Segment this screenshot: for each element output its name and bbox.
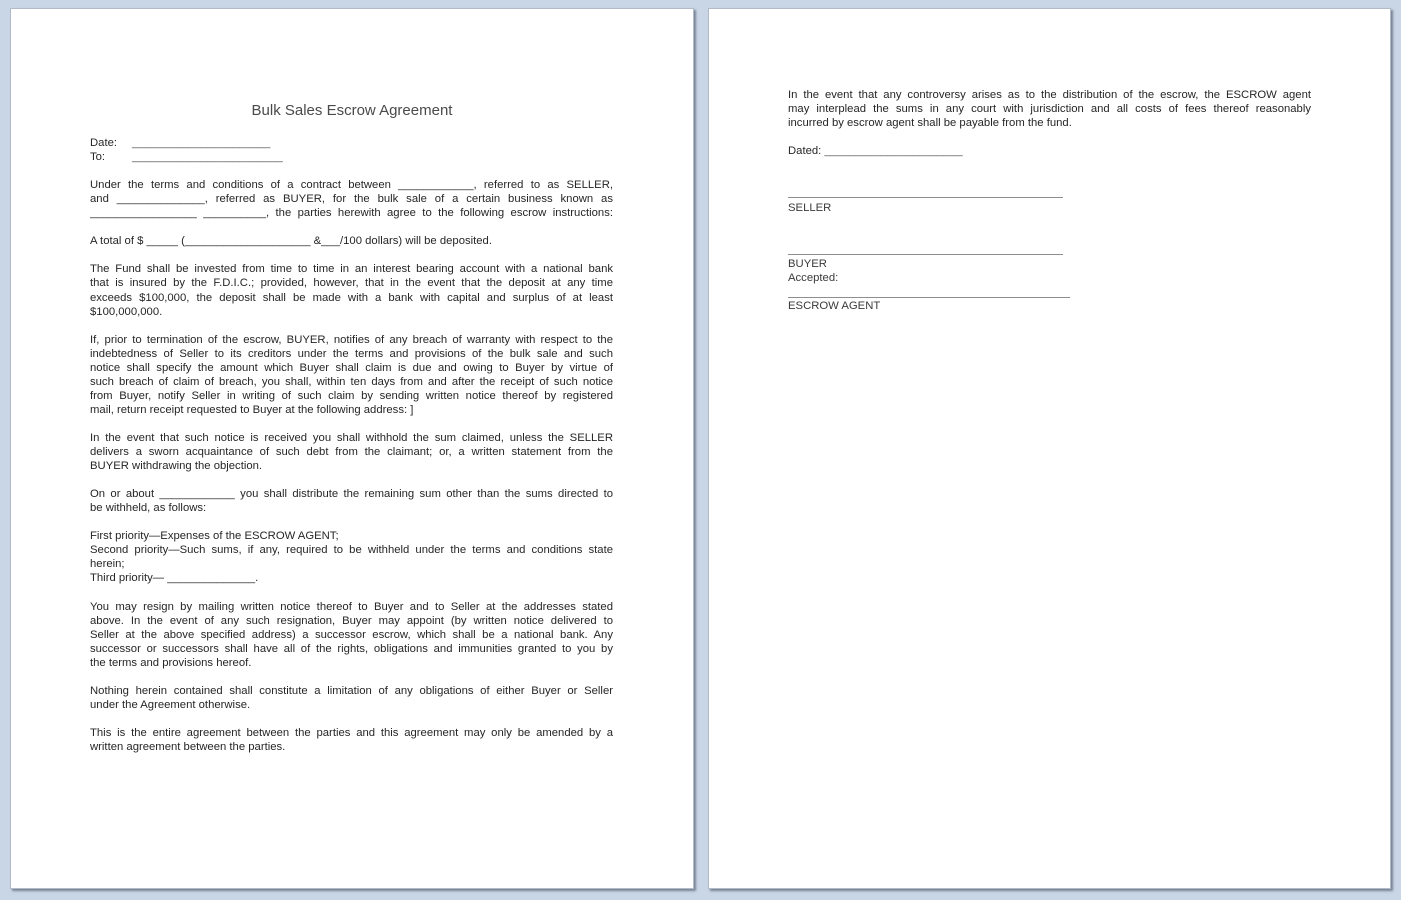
priority-list xyxy=(90,529,613,585)
to-blank: ________________________ xyxy=(132,151,283,164)
to-label: To: xyxy=(90,151,106,164)
header-fields xyxy=(90,136,613,164)
limitation-paragraph xyxy=(90,684,613,712)
text-line: Second priority—Such sums, if any, required to be withheld under the terms and conditions state xyxy=(90,544,613,557)
controversy-paragraph xyxy=(788,88,1311,130)
entire-agreement-paragraph xyxy=(90,726,613,754)
seller-signature-line xyxy=(788,197,1063,198)
text-line: In the event that such notice is received you shall withhold the sum claimed, unless the SELLER xyxy=(90,431,613,444)
page-body xyxy=(90,136,613,768)
escrow-agent-signature-line xyxy=(788,297,1070,298)
text-line: from Buyer, notify Seller in writing of such claim by sending written notice thereof by registered xyxy=(90,389,613,402)
text-line: successor or successors shall have all of the rights, obligations and immunities granted to you by xyxy=(90,642,613,655)
buyer-signature-label: BUYER xyxy=(788,258,827,270)
text-line: the terms and provisions hereof. xyxy=(90,656,252,669)
accepted-label: Accepted: xyxy=(788,272,839,284)
to-field xyxy=(90,150,613,164)
breach-notice-paragraph xyxy=(90,333,613,417)
dated-label: Dated: xyxy=(788,145,822,158)
buyer-signature-line xyxy=(788,254,1063,255)
text-line: Under the terms and conditions of a contract between ____________, referred to as SELLER, xyxy=(90,179,613,192)
text-line: If, prior to termination of the escrow, BUYER, notifies of any breach of warranty with respect to the xyxy=(90,333,613,346)
text-line: mail, return receipt requested to Buyer at the following address: ] xyxy=(90,403,414,416)
text-line: that is insured by the F.D.I.C.; provided, however, that in the event that the deposit at any time xyxy=(90,277,613,290)
text-line: delivers a sworn acquaintance of such debt from the claimant; or, a written statement from the xyxy=(90,446,613,459)
text-line: _________________ __________, the parties herewith agree to the following escrow instructions: xyxy=(90,207,613,220)
text-line: exceeds $100,000, the deposit shall be made with a bank with capital and surplus of at least xyxy=(90,291,613,304)
text-line: indebtedness of Seller to its creditors under the terms and provisions of the bulk sale and such xyxy=(90,347,613,360)
text-line: Nothing herein contained shall constitute a limitation of any obligations of either Buyer or Seller xyxy=(90,684,613,697)
document-title: Bulk Sales Escrow Agreement xyxy=(251,102,453,119)
text-line: above. In the event of any such resignation, Buyer may appoint (by written notice delivered to xyxy=(90,614,613,627)
text-line: You may resign by mailing written notice thereof to Buyer and to Seller at the addresses stated xyxy=(90,600,613,613)
text-line: On or about ____________ you shall distribute the remaining sum other than the sums directed to xyxy=(90,488,613,501)
dated-blank: ______________________ xyxy=(824,145,963,158)
document-page-2[interactable] xyxy=(708,8,1391,889)
text-line: A total of $ _____ (____________________ &___/100 dollars) will be deposited. xyxy=(90,235,492,248)
parties-paragraph xyxy=(90,178,613,220)
dated-field xyxy=(788,144,1311,158)
resignation-paragraph xyxy=(90,600,613,670)
withholding-paragraph xyxy=(90,431,613,473)
date-field xyxy=(90,136,613,150)
document-page-1[interactable] xyxy=(10,8,694,889)
text-line: be withheld, as follows: xyxy=(90,502,207,515)
text-line: This is the entire agreement between the parties and this agreement may only be amended by a xyxy=(90,726,613,739)
text-line: $100,000,000. xyxy=(90,305,163,318)
text-line: First priority—Expenses of the ESCROW AGENT; xyxy=(90,530,339,543)
seller-signature-label: SELLER xyxy=(788,202,832,214)
text-line: BUYER withdrawing the objection. xyxy=(90,460,263,473)
text-line: notice shall specify the amount which Buyer shall claim is due and owing to Buyer by virtue of xyxy=(90,361,613,374)
text-line: In the event that any controversy arises as to the distribution of the escrow, the ESCROW agent xyxy=(788,89,1311,101)
distribution-paragraph xyxy=(90,487,613,515)
text-line: Seller at the above specified address) a successor escrow, which shall be a national bank. Any xyxy=(90,628,613,641)
text-line: such breach of claim of breach, you shall, within ten days from and after the receipt of such notice xyxy=(90,375,613,388)
text-line: and ______________, referred as BUYER, for the bulk sale of a certain business known as xyxy=(90,193,613,206)
escrow-agent-signature-label: ESCROW AGENT xyxy=(788,300,881,312)
text-line: herein; xyxy=(90,558,125,571)
date-blank: ______________________ xyxy=(132,137,271,149)
text-line: written agreement between the parties. xyxy=(90,741,286,754)
text-line: Third priority— ______________. xyxy=(90,572,259,585)
text-line: may interplead the sums in any court with jurisdiction and all costs of fees thereof reasonably xyxy=(788,103,1311,116)
date-label: Date: xyxy=(90,137,118,149)
text-line: The Fund shall be invested from time to time in an interest bearing account with a national bank xyxy=(90,263,613,276)
fund-investment-paragraph xyxy=(90,262,613,318)
text-line: incurred by escrow agent shall be payable from the fund. xyxy=(788,117,1072,130)
text-line: under the Agreement otherwise. xyxy=(90,698,251,711)
page-body xyxy=(788,88,1311,328)
deposit-paragraph xyxy=(90,234,613,248)
